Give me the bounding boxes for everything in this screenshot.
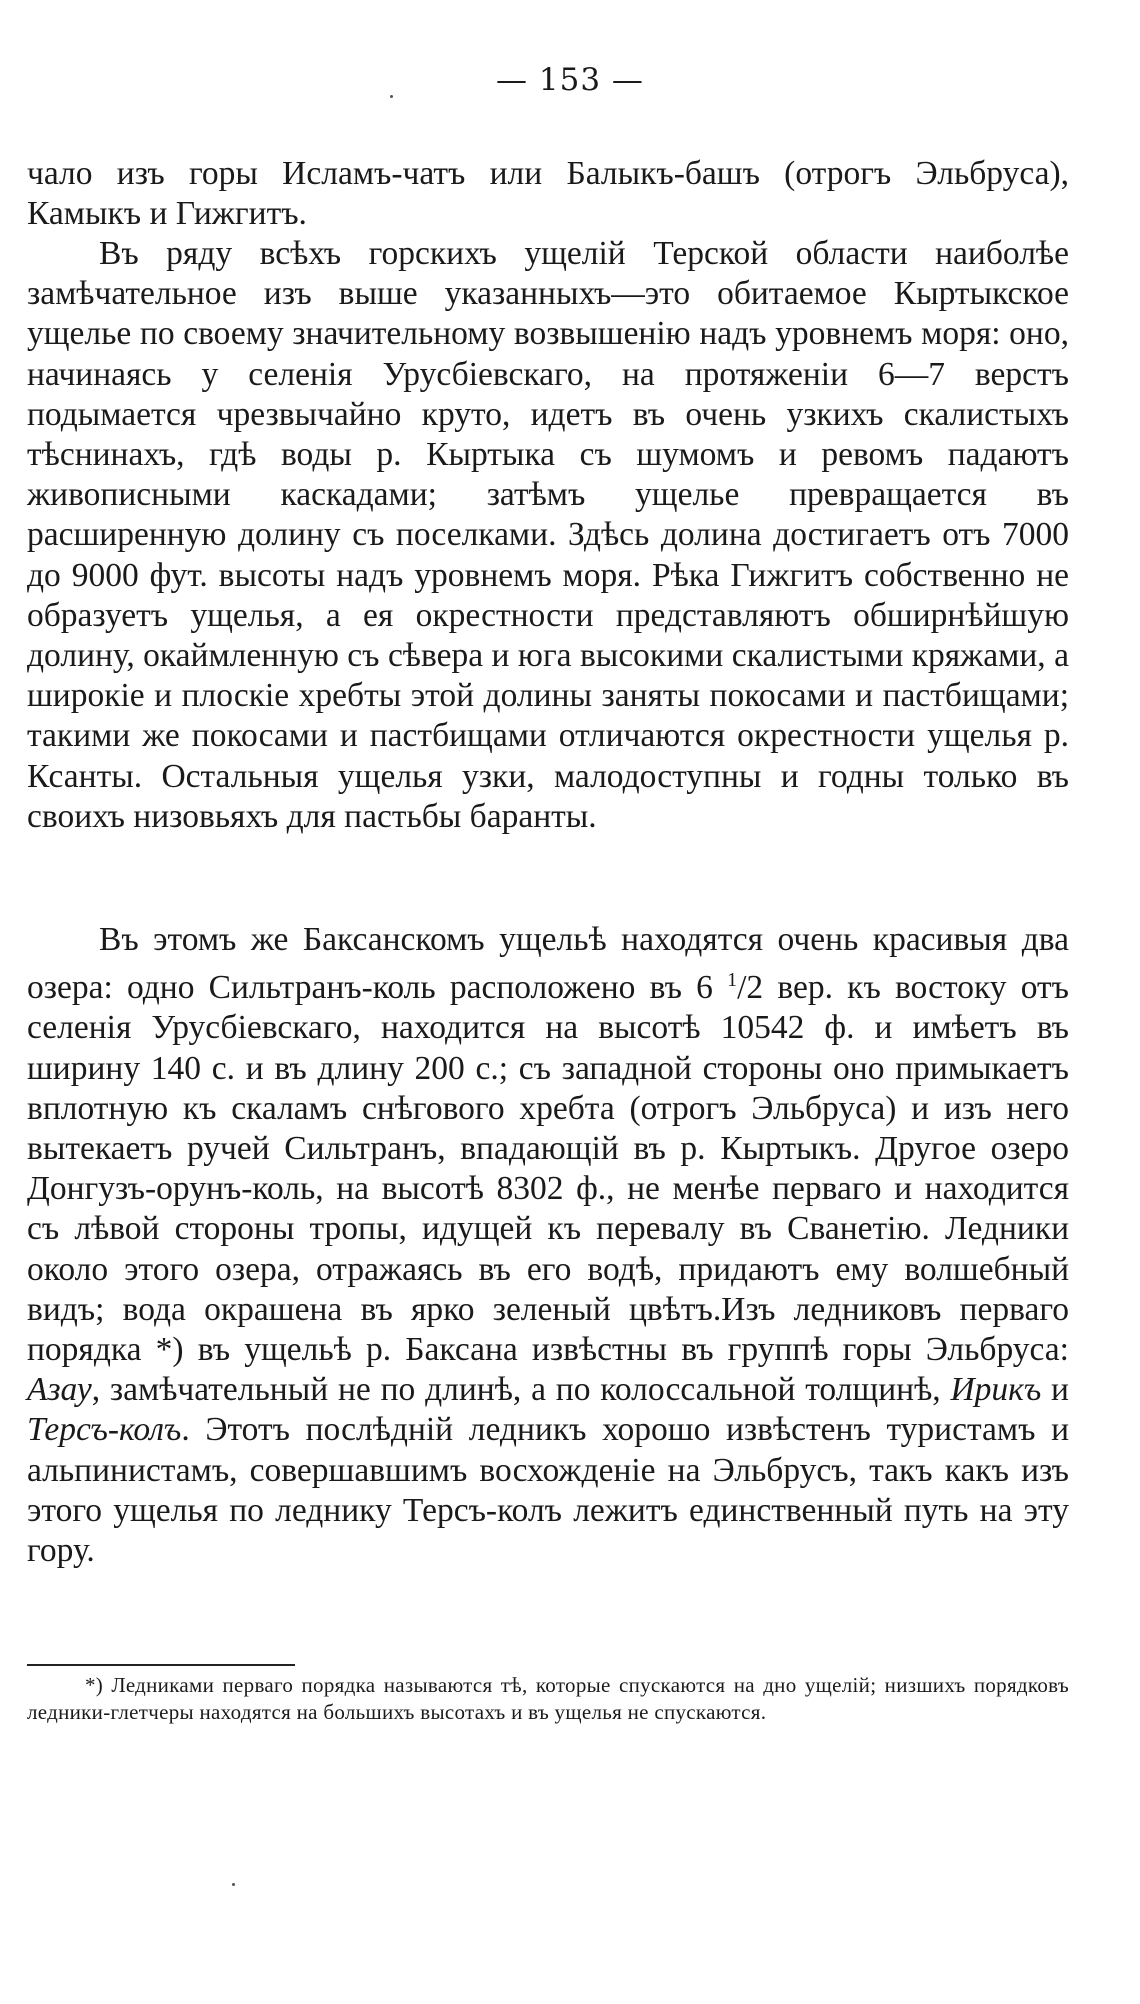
footnote: *) Ледниками перваго порядка называются тѣ, которые спускаются на дно ущелій; низшихъ порядковъ ледники-глетчеры находятся на большихъ высотахъ и въ ущелья не спускаются. (27, 1673, 1069, 1724)
paragraph-2 (27, 234, 1069, 837)
paragraph-3-text (27, 920, 1069, 1571)
paragraph-3-part-a: Въ этомъ же Баксанскомъ ущельѣ находятся очень красивыя два озера: одно Сильтранъ-коль расположено въ 6 (27, 921, 1069, 1007)
paragraph-3-part-e: . Этотъ послѣдній ледникъ хорошо извѣстенъ туристамъ и альпинистамъ, совершавшимъ восхожденіе на Эльбрусъ, такъ какъ изъ этого ущелья по леднику Терсъ-колъ лежитъ единственный путь на эту гору. (27, 1411, 1069, 1570)
page-number: — 153 — (496, 62, 644, 98)
paragraph-1-text: чало изъ горы Исламъ-чатъ или Балыкъ-башъ (отрогъ Эльбруса), Камыкъ и Гижгитъ. (27, 155, 1069, 233)
glacier-name-azau: Азау (27, 1371, 92, 1409)
glacier-name-ters-kol: Терсъ-колъ (27, 1411, 182, 1449)
paragraph-2-text: Въ ряду всѣхъ горскихъ ущелій Терской области наиболѣе замѣчательное изъ выше указанныхъ—это обитаемое Кыртыкское ущелье по своему значительному возвышенію надъ уровнемъ моря: оно, начинаясь у селенія Урусбіевскаго, на протяженіи 6—7 верстъ подымается чрезвычайно круто, идетъ въ очень узкихъ скалистыхъ тѣснинахъ, гдѣ воды р. Кыртыка съ шумомъ и ревомъ падаютъ живописными каскадами; затѣмъ ущелье превращается въ расширенную долину съ поселками. Здѣсь долина достигаетъ отъ 7000 до 9000 фут. высоты надъ уровнемъ моря. Рѣка Гижгитъ собственно не образуетъ ущелья, а ея окрестности представляютъ обширнѣйшую долину, окаймленную съ сѣвера и юга высокими скалистыми кряжами, а широкіе и плоскіе хребты этой долины заняты покосами и пастбищами; такими же покосами и пастбищами отличаются окрестности ущелья р. Ксанты. Остальныя ущелья узки, малодоступны и годны только въ своихъ низовьяхъ для пастьбы баранты. (27, 235, 1069, 835)
paragraph-3-part-d: и (1041, 1371, 1069, 1409)
paragraph-3 (27, 920, 1069, 1571)
footnote-divider (27, 1664, 295, 1666)
print-speck (232, 1883, 235, 1886)
paragraph-1 (27, 154, 1069, 234)
print-speck (390, 95, 393, 98)
fraction-numerator: 1 (727, 969, 738, 992)
paragraph-3-part-b: /2 вер. къ востоку отъ селенія Урусбіевскаго, находится на высотѣ 10542 ф. и имѣетъ въ ширину 140 с. и въ длину 200 с.; съ западной стороны оно примыкаетъ вплотную къ скаламъ снѣгового хребта (отрогъ Эльбруса) и изъ него вытекаетъ ручей Сильтранъ, впадающій въ р. Кыртыкъ. Другое озеро Донгузъ-орунъ-коль, на высотѣ 8302 ф., не менѣе перваго и находится съ лѣвой стороны тропы, идущей къ перевалу въ Сванетію. Ледники около этого озера, отражаясь въ его водѣ, придаютъ ему волшебный видъ; вода окрашена въ ярко зеленый цвѣтъ.Изъ ледниковъ перваго порядка *) въ ущельѣ р. Баксана извѣстны въ группѣ горы Эльбруса: (27, 969, 1069, 1369)
paragraph-3-part-c: , замѣчательный не по длинѣ, а по колоссальной толщинѣ, (91, 1371, 951, 1409)
glacier-name-irik: Ирикъ (950, 1371, 1042, 1409)
